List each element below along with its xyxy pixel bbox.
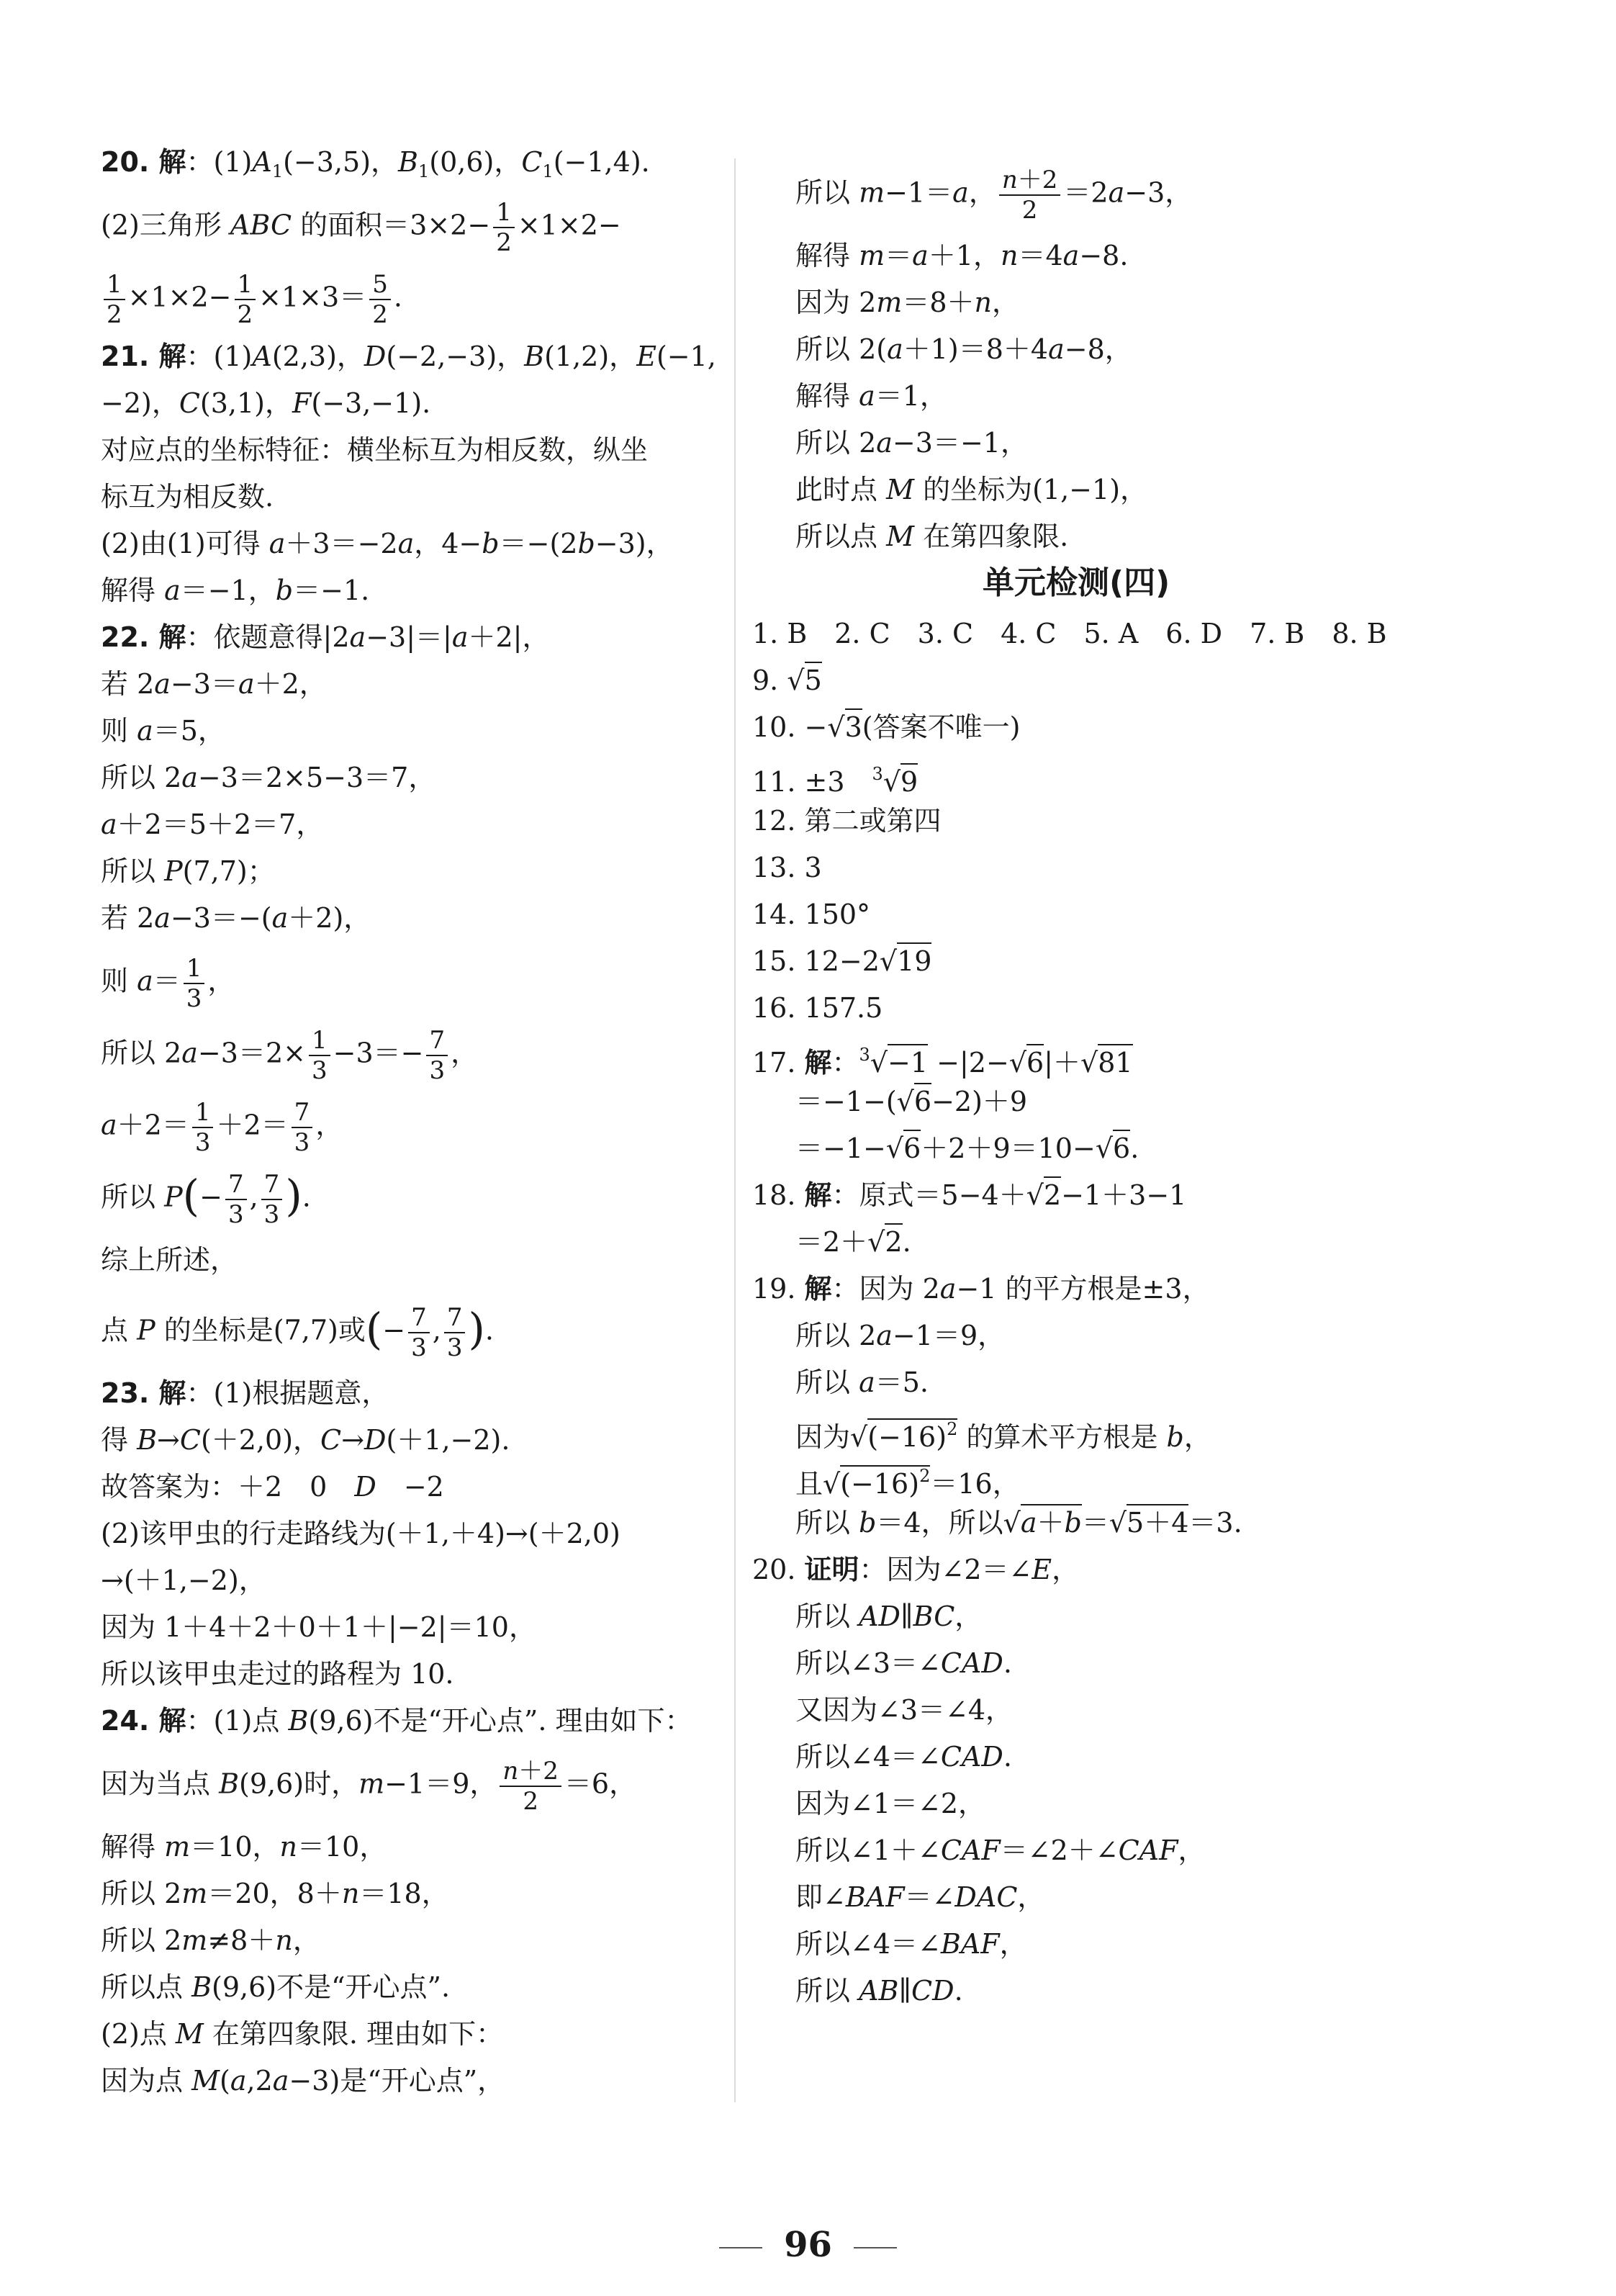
answer-line: 所以 2(a＋1)＝8＋4a−8， (795, 333, 1132, 365)
answer-line: 所以点 B(9,6)不是“开心点”. (101, 1971, 451, 2003)
answer-line: 所以 2a−3＝−1， (795, 427, 1028, 459)
answer-line: ＝2＋√2. (795, 1224, 911, 1260)
answer-line: 若 2a−3＝a＋2， (101, 668, 327, 700)
answer-line: 因为当点 B(9,6)时，m−1＝9， $\frac{n+2}{2}$ ＝6， (101, 1757, 637, 1816)
answer-line: (2)点 M 在第四象限. 理由如下： (101, 2018, 504, 2050)
answer-line: 所以∠4＝∠CAD. (795, 1741, 1012, 1773)
answer-line: ＝−1−√6＋2＋9＝10−√6. (795, 1130, 1139, 1166)
answer-line: $\frac{1}{2}$ ×1×2− $\frac{1}{2}$ ×1×3＝ $\frac{5}{2}$ . (101, 270, 402, 329)
answer-line: 所以 m−1＝a， $\frac{n+2}{2}$ ＝2a−3， (795, 166, 1193, 225)
answer-line: ＝−1−(√6−2)＋9 (795, 1084, 1027, 1120)
answer-line: a＋2＝ $\frac{1}{3}$ ＋2＝ $\frac{7}{3}$ ， (101, 1098, 343, 1157)
answer-line: 所以∠3＝∠CAD. (795, 1647, 1012, 1679)
answer-line: 解得 a＝1， (795, 380, 947, 412)
answer-line: 17. 解：$^3$√−1 −|2−√6|＋√81 (752, 1045, 1133, 1079)
answer-line: 因为∠1＝∠2， (795, 1788, 986, 1819)
answer-line: 且$√(-16)^2=16$， (795, 1466, 1020, 1500)
answer-line: 13. 3 (752, 852, 822, 883)
answer-line: 因为点 M(a,2a−3)是“开心点”， (101, 2065, 505, 2097)
answer-line: 所以 2a−1＝9， (795, 1320, 1006, 1351)
answer-line: 对应点的坐标特征：横坐标互为相反数，纵坐 (101, 434, 649, 466)
answer-line: 24. 解：(1)点 B(9,6)不是“开心点”. 理由如下： (101, 1705, 692, 1737)
answer-line: 15. 12−2√19 (752, 943, 931, 979)
answer-line: 此时点 M 的坐标为(1,−1)， (795, 474, 1148, 505)
answer-line: 因为 2m＝8＋n， (795, 287, 1019, 318)
answer-line: 所以 AD∥BC， (795, 1601, 983, 1632)
answer-line: 12. 第二或第四 (752, 805, 942, 837)
answer-line: 所以 2m≠8＋n， (101, 1924, 320, 1956)
answer-line: 所以∠1＋∠CAF＝∠2＋∠CAF， (795, 1834, 1206, 1866)
answer-line: 1. B 2. C 3. C 4. C 5. A 6. D 7. B 8. B (752, 618, 1387, 649)
answer-line: 19. 解：因为 2a−1 的平方根是±3， (752, 1273, 1210, 1305)
answer-line: 11. ±3 $^3$√9 (752, 764, 918, 798)
column-divider (734, 158, 736, 2102)
answer-line: 即∠BAF＝∠DAC， (795, 1881, 1045, 1913)
answer-line: (2)该甲虫的行走路线为(＋1,＋4)→(＋2,0) (101, 1518, 620, 1549)
answer-line: 所以∠4＝∠BAF， (795, 1928, 1027, 1960)
answer-line: 点 P 的坐标是(7,7)或(− $\frac{7}{3}$ , $\frac{7}{3}$ ). (101, 1303, 494, 1362)
answer-line: 16. 157.5 (752, 992, 883, 1024)
answer-line: 标互为相反数. (101, 481, 274, 513)
answer-line: 解得 m＝a＋1，n＝4a−8. (795, 240, 1129, 271)
answer-line: 所以 b＝4，所以√a＋b＝√5＋4＝3. (795, 1505, 1242, 1541)
answer-line: 所以 P(− $\frac{7}{3}$ , $\frac{7}{3}$ ). (101, 1170, 311, 1229)
answer-line: 解得 m＝10，n＝10， (101, 1831, 387, 1863)
answer-line: 9. √5 (752, 662, 822, 698)
page-number: 96 (0, 2225, 1616, 2265)
answer-line: 所以该甲虫走过的路程为 10. (101, 1658, 454, 1690)
answer-line: 所以 2a−3＝2× $\frac{1}{3}$ −3＝− $\frac{7}{3}$ ， (101, 1026, 479, 1085)
section-heading: 单元检测(四) (983, 564, 1170, 601)
answer-line: 所以点 M 在第四象限. (795, 521, 1069, 552)
answer-line: 则 a＝5， (101, 715, 225, 747)
answer-line: 若 2a−3＝−(a＋2)， (101, 902, 371, 934)
answer-line: 故答案为：＋2 0 D −2 (101, 1471, 444, 1503)
answer-line: 所以 2a−3＝2×5−3＝7， (101, 762, 436, 793)
answer-line: 所以 P(7,7)； (101, 855, 275, 887)
answer-line: →(＋1,−2)， (101, 1565, 266, 1596)
answer-line: 又因为∠3＝∠4， (795, 1694, 1014, 1726)
answer-line: (2)三角形 ABC 的面积＝3×2− $\frac{1}{2}$ ×1×2− (101, 198, 621, 257)
answer-line: 21. 解：(1)A(2,3)，D(−2,−3)，B(1,2)，E(−1, (101, 341, 716, 372)
answer-line: a＋2＝5＋2＝7， (101, 809, 324, 840)
answer-line: (2)由(1)可得 a＋3＝−2a，4−b＝−(2b−3)， (101, 528, 674, 559)
answer-line: 20. 解：$(1)A_1(-3,5)$，$B_1(0,6)$，$C_1(-1,4)$. (101, 146, 650, 181)
answer-line: 20. 证明：因为∠2＝∠E， (752, 1554, 1080, 1585)
answer-line: 所以 a＝5. (795, 1367, 929, 1398)
answer-line: 18. 解：原式＝5−4＋√2−1＋3−1 (752, 1177, 1186, 1213)
answer-line: 因为$√(-16)^2$ 的算术平方根是 b， (795, 1419, 1211, 1453)
answer-line: 10. −√3(答案不唯一) (752, 709, 1020, 745)
answer-line: 综上所述， (101, 1244, 238, 1276)
answer-line: 所以 AB∥CD. (795, 1975, 963, 2007)
answer-line: 22. 解：依题意得|2a−3|＝|a＋2|， (101, 621, 550, 653)
answer-line: 14. 150° (752, 899, 871, 930)
answer-line: 则 a＝ $\frac{1}{3}$ ， (101, 954, 235, 1013)
answer-line: 因为 1＋4＋2＋0＋1＋|−2|＝10， (101, 1611, 536, 1643)
answer-line: 解得 a＝−1，b＝−1. (101, 575, 370, 606)
answer-line: 得 B→C(＋2,0)，C→D(＋1,−2). (101, 1424, 510, 1456)
answer-line: −2)，C(3,1)，F(−3,−1). (101, 387, 431, 419)
answer-line: 23. 解：(1)根据题意， (101, 1377, 389, 1409)
answer-line: 所以 2m＝20，8＋n＝18， (101, 1878, 449, 1909)
